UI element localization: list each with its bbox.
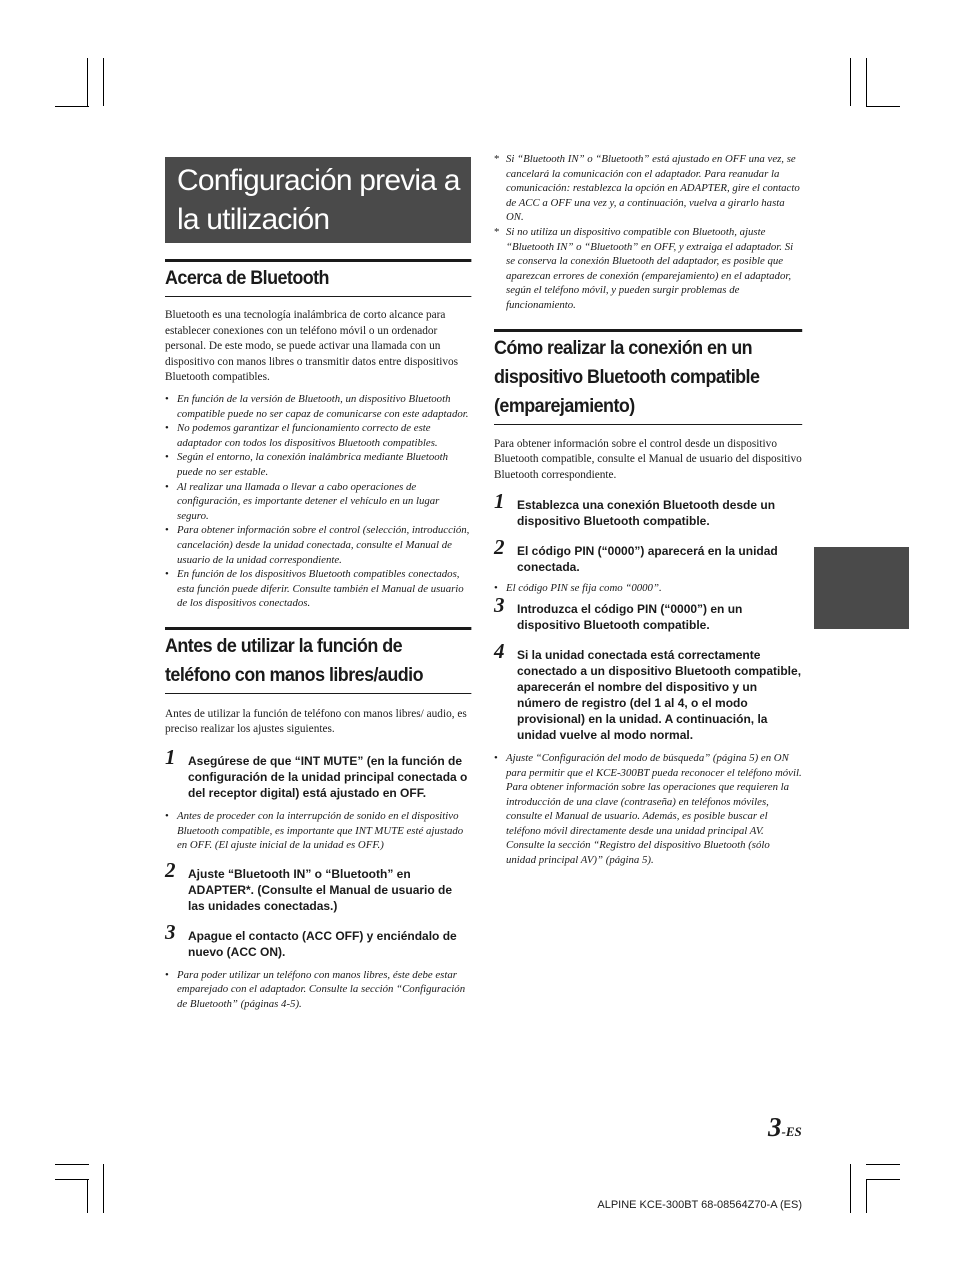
note-text: El código PIN se fija como “0000”. (506, 582, 662, 595)
step-2 (165, 857, 471, 914)
crop-mark-bl-h2 (55, 1179, 89, 1180)
note-text: En función de los dispositivos Bluetooth compatibles conectados, esta función puede diferir. Consulte también el Manual de usuario de los dispositivos conectados. (177, 568, 464, 610)
paragraph: Antes de utilizar la función de teléfono con manos libres/ audio, es preciso realizar los ajustes siguientes. (165, 707, 467, 736)
page-number (768, 1112, 802, 1143)
notes-list (494, 751, 802, 868)
crop-mark-bl-v2 (103, 1164, 104, 1213)
step-2 (494, 535, 802, 575)
note-text: Para poder utilizar un teléfono con manos libres, éste debe estar emparejado con el adaptador. Consulte la sección “Configuración de Bluetooth” (páginas 4-5). (177, 968, 466, 1011)
step-number: 2 (494, 535, 505, 560)
step-number: 1 (494, 489, 505, 514)
note-text: Según el entorno, la conexión inalámbrica mediante Bluetooth puede no ser estable. (177, 451, 449, 478)
step-number: 3 (494, 592, 505, 617)
list-item: * Si “Bluetooth IN” o “Bluetooth” está ajustado en OFF una vez, se cancelará la comunicación con el adaptador. Para reanudar la comunicación: restablezca la opción en ADAPTER, gire el contacto de ACC a OFF una vez y, a continuación, vuelva a girarlo hasta ON. (494, 153, 800, 224)
list-item: • Para obtener información sobre el control (selección, introducción, cancelación) desde la unidad conectada, consulte el Manual de usuario de la unidad correspondiente. (165, 524, 470, 566)
step-text: Introduzca el código PIN (“0000”) en un dispositivo Bluetooth compatible. (517, 601, 743, 632)
crop-mark-tl-v2 (103, 58, 104, 106)
page-number-suffix: -ES (781, 1124, 802, 1139)
heading-line: dispositivo Bluetooth compatible (494, 365, 760, 388)
step-text: Establezca una conexión Bluetooth desde un dispositivo Bluetooth compatible. (517, 498, 776, 529)
step-4 (494, 638, 802, 743)
crop-mark-bl-v1 (87, 1179, 88, 1213)
notes-list (165, 968, 471, 1012)
left-column (165, 157, 471, 1012)
list-item: • Para poder utilizar un teléfono con manos libres, éste debe estar emparejado con el adaptador. Consulte la sección “Configuración de Bluetooth” (páginas 4-5). (165, 968, 466, 1011)
step-1 (494, 489, 802, 529)
heading-line: Antes de utilizar la función de (165, 634, 403, 657)
note-text: Si “Bluetooth IN” o “Bluetooth” está ajustado en OFF una vez, se cancelará la comunicación con el adaptador. Para reanudar la comunicación: restablezca la opción en ADAPTER, gire el contacto de ACC a OFF una vez y, a continuación, vuelva a girarlo hasta ON. (506, 153, 800, 224)
crop-mark-tl-h (55, 106, 89, 107)
list-item: • No podemos garantizar el funcionamiento correcto de este adaptador con todos los dispositivos Bluetooth compatibles. (165, 422, 438, 449)
crop-mark-br-v2 (866, 1179, 867, 1213)
section-heading-pairing (494, 329, 802, 425)
note-text: Al realizar una llamada o llevar a cabo operaciones de configuración, es importante detener el vehículo en un lugar seguro. (177, 480, 440, 522)
heading-line: Cómo realizar la conexión en un (494, 336, 753, 359)
note-text: Ajuste “Configuración del modo de búsqueda” (página 5) en ON para permitir que el KCE-300BT pueda reconocer el teléfono móvil. Para obtener información sobre las operaciones que requieren la introducción de una clave (contraseña) en teléfonos móviles, consulte el Manual de usuario. Además, es posible buscar el teléfono móvil directamente desde una unidad principal AV. Consulte la sección “Registro del dispositivo Bluetooth (sólo unidad principal AV)” (página 5). (506, 751, 802, 867)
step-number: 4 (494, 638, 505, 663)
crop-mark-bl-h (55, 1164, 89, 1165)
page-title (165, 157, 471, 243)
note-text: Para obtener información sobre el control (selección, introducción, cancelación) desde la unidad conectada, consulte el Manual de usuario de la unidad correspondiente. (177, 524, 470, 566)
crop-mark-tr-v2 (866, 58, 867, 106)
list-item: • Según el entorno, la conexión inalámbrica mediante Bluetooth puede no ser estable. (165, 451, 449, 478)
step-number: 1 (165, 745, 176, 770)
step-1 (165, 745, 471, 801)
step-text: Ajuste “Bluetooth IN” o “Bluetooth” en ADAPTER*. (Consulte el Manual de usuario de las unidades conectadas.) (188, 866, 453, 913)
crop-mark-tr-v1 (850, 58, 851, 106)
notes-list (494, 581, 802, 596)
note-text: En función de la versión de Bluetooth, un dispositivo Bluetooth compatible puede no ser capaz de comunicarse con este adaptador. (177, 392, 469, 420)
crop-mark-br-h (866, 1164, 900, 1165)
notes-list (165, 809, 471, 853)
crop-mark-br-h2 (866, 1179, 900, 1180)
step-text: Apague el contacto (ACC OFF) y enciéndalo de nuevo (ACC ON). (188, 928, 457, 959)
heading-line: Acerca de Bluetooth (165, 267, 329, 289)
list-item: • El código PIN se fija como “0000”. (494, 582, 662, 595)
list-item: • Antes de proceder con la interrupción de sonido en el dispositivo Bluetooth compatible, es importante que INT MUTE esté ajustado en OFF. (El ajuste inicial de la unidad es OFF.) (165, 810, 464, 852)
paragraph: Bluetooth es una tecnología inalámbrica de corto alcance para establecer conexiones con un teléfono móvil o un ordenador personal. De este modo, se puede activar una llamada con un dispositivo con manos libres o transmitir datos entre dispositivos Bluetooth compatibles. (165, 309, 459, 384)
section-heading-bluetooth (165, 259, 471, 297)
list-item: • En función de la versión de Bluetooth, un dispositivo Bluetooth compatible puede no ser capaz de comunicarse con este adaptador. (165, 392, 469, 420)
page-number-digit: 3 (768, 1112, 782, 1142)
paragraph: Para obtener información sobre el control desde un dispositivo Bluetooth compatible, consulte el Manual de usuario del dispositivo Bluetooth correspondiente. (494, 437, 802, 481)
crop-mark-tr-h (866, 106, 900, 107)
section-heading-hands-free (165, 627, 471, 694)
step-3 (165, 919, 471, 960)
list-item: • Ajuste “Configuración del modo de búsqueda” (página 5) en ON para permitir que el KCE-300BT pueda reconocer el teléfono móvil. Para obtener información sobre las operaciones que requieren la introducción de una clave (contraseña) en teléfonos móviles, consulte el Manual de usuario. Además, es posible buscar el teléfono móvil directamente desde una unidad principal AV. Consulte la sección “Registro del dispositivo Bluetooth (sólo unidad principal AV)” (página 5). (494, 751, 802, 867)
document-footer: ALPINE KCE-300BT 68-08564Z70-A (ES) (597, 1199, 802, 1211)
note-text: No podemos garantizar el funcionamiento correcto de este adaptador con todos los dispositivos Bluetooth compatibles. (177, 422, 438, 449)
page-title-line: Configuración previa a (177, 164, 460, 197)
heading-line: teléfono con manos libres/audio (165, 663, 424, 686)
right-column (494, 152, 802, 868)
step-text: El código PIN (“0000”) aparecerá en la unidad conectada. (517, 544, 778, 575)
crop-mark-br-v1 (850, 1164, 851, 1213)
asterisk-notes-list (494, 152, 802, 313)
heading-line: (emparejamiento) (494, 394, 635, 417)
section-thumb-tab (814, 547, 909, 629)
page-title-line: la utilización (177, 203, 330, 236)
list-item: • En función de los dispositivos Bluetooth compatibles conectados, esta función puede diferir. Consulte también el Manual de usuario de los dispositivos conectados. (165, 568, 464, 610)
step-text: Asegúrese de que “INT MUTE” (en la función de configuración de la unidad principal conectada o del receptor digital) está ajustado en OFF. (188, 754, 468, 801)
crop-mark-tl-v1 (87, 58, 88, 106)
step-text: Si la unidad conectada está correctamente conectado a un dispositivo Bluetooth compatible, aparecerán el nombre del dispositivo y un número de registro (del 1 al 4, o el modo provisional) en la unidad. A continuación, la unidad vuelve al modo normal. (517, 647, 802, 742)
step-number: 3 (165, 919, 176, 944)
list-item: • Al realizar una llamada o llevar a cabo operaciones de configuración, es importante detener el vehículo en un lugar seguro. (165, 480, 440, 522)
list-item: * Si no utiliza un dispositivo compatible con Bluetooth, ajuste “Bluetooth IN” o “Bluetooth” en OFF, y extraiga el adaptador. Si se conserva la conexión Bluetooth del adaptador, es posible que aparezcan errores de conexión (emparejamiento) en el adaptador, según el teléfono móvil, y pueden surgir problemas de funcionamiento. (494, 225, 794, 311)
note-text: Antes de proceder con la interrupción de sonido en el dispositivo Bluetooth compatible, es importante que INT MUTE esté ajustado en OFF. (El ajuste inicial de la unidad es OFF.) (177, 810, 464, 852)
step-number: 2 (165, 857, 176, 882)
bluetooth-notes-list (165, 392, 471, 611)
step-3 (494, 592, 802, 633)
note-text: Si no utiliza un dispositivo compatible con Bluetooth, ajuste “Bluetooth IN” o “Bluetooth” en OFF, y extraiga el adaptador. Si se conserva la conexión Bluetooth del adaptador, es posible que aparezcan errores de conexión (emparejamiento) en el adaptador, según el teléfono móvil, y pueden surgir problemas de funcionamiento. (506, 225, 794, 311)
